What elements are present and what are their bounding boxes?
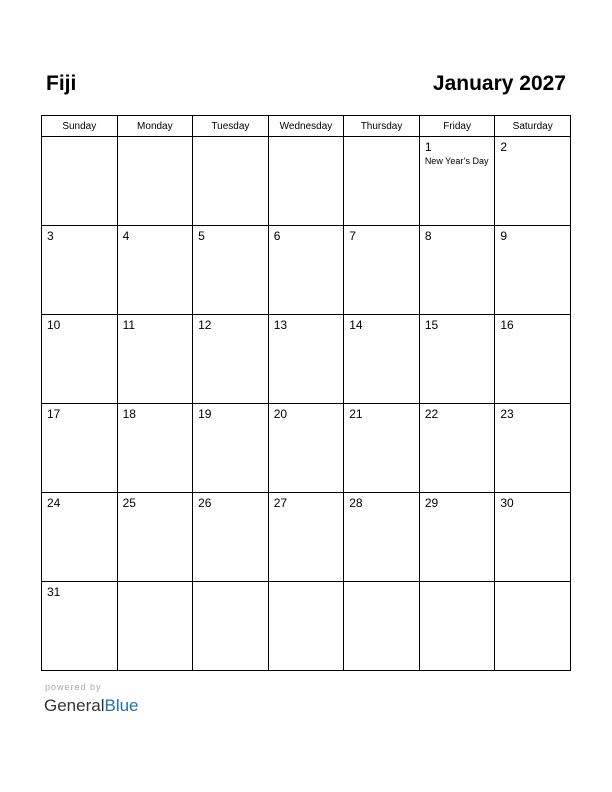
day-cell	[42, 315, 118, 404]
day-cell	[419, 137, 495, 226]
week-row	[42, 404, 571, 493]
day-number: 2	[500, 140, 508, 154]
empty-day-cell	[42, 137, 118, 226]
day-number: 11	[122, 318, 136, 332]
day-number: 12	[198, 318, 212, 332]
empty-day-cell	[344, 137, 420, 226]
week-row	[42, 315, 571, 404]
weekday-friday: Friday	[419, 116, 495, 137]
day-number: 21	[349, 407, 363, 421]
day-cell	[495, 226, 571, 315]
day-cell	[117, 315, 193, 404]
day-cell	[193, 493, 269, 582]
weekday-tuesday: Tuesday	[193, 116, 269, 137]
empty-day-cell	[193, 582, 269, 671]
day-cell	[117, 493, 193, 582]
day-number: 6	[273, 229, 281, 243]
day-cell	[344, 315, 420, 404]
day-number: 22	[424, 407, 439, 421]
day-cell	[344, 226, 420, 315]
day-number: 7	[349, 229, 356, 243]
weekday-wednesday: Wednesday	[268, 116, 344, 137]
week-row	[42, 493, 571, 582]
empty-day-cell	[495, 582, 571, 671]
day-number: 17	[47, 407, 61, 421]
week-row	[42, 226, 571, 315]
day-number: 24	[47, 496, 61, 510]
empty-day-cell	[117, 582, 193, 671]
day-cell	[495, 315, 571, 404]
day-cell	[42, 493, 118, 582]
weekday-saturday: Saturday	[495, 116, 571, 137]
day-cell	[419, 404, 495, 493]
day-number: 4	[122, 229, 130, 243]
weekday-sunday: Sunday	[42, 116, 118, 137]
day-number: 16	[500, 318, 514, 332]
day-number: 28	[349, 496, 363, 510]
week-row	[42, 137, 571, 226]
weekday-thursday: Thursday	[344, 116, 420, 137]
day-number: 5	[198, 229, 205, 243]
week-row	[42, 582, 571, 671]
day-cell	[42, 404, 118, 493]
day-cell	[268, 315, 344, 404]
empty-day-cell	[268, 137, 344, 226]
day-number: 10	[47, 318, 61, 332]
day-number: 15	[424, 318, 439, 332]
weekday-monday: Monday	[117, 116, 193, 137]
holiday-label: New Year’s Day	[424, 156, 489, 166]
day-cell	[344, 493, 420, 582]
day-cell	[495, 137, 571, 226]
day-number: 9	[500, 229, 508, 243]
day-number: 29	[424, 496, 439, 510]
day-cell	[419, 226, 495, 315]
empty-day-cell	[268, 582, 344, 671]
day-cell	[268, 493, 344, 582]
day-cell	[495, 493, 571, 582]
day-number: 14	[349, 318, 363, 332]
day-number: 31	[47, 585, 61, 599]
empty-day-cell	[419, 582, 495, 671]
month-title: January 2027	[432, 72, 566, 95]
day-cell	[117, 404, 193, 493]
day-number: 8	[424, 229, 432, 243]
brand-blue-text: Blue	[104, 696, 139, 715]
day-number: 30	[500, 496, 514, 510]
day-cell	[268, 226, 344, 315]
empty-day-cell	[193, 137, 269, 226]
footer	[44, 682, 139, 717]
weekday-header-row	[42, 116, 571, 137]
day-cell	[193, 315, 269, 404]
day-cell	[419, 493, 495, 582]
calendar-body	[42, 137, 571, 671]
day-cell	[193, 404, 269, 493]
day-number: 18	[122, 407, 136, 421]
brand-general-text: General	[44, 696, 105, 715]
day-cell	[495, 404, 571, 493]
day-cell	[42, 582, 118, 671]
day-number: 3	[47, 229, 54, 243]
day-number: 25	[122, 496, 136, 510]
day-cell	[344, 404, 420, 493]
empty-day-cell	[344, 582, 420, 671]
day-number: 23	[500, 407, 514, 421]
powered-by-text: powered by	[45, 682, 102, 692]
country-title: Fiji	[46, 72, 77, 95]
day-number: 13	[273, 318, 288, 332]
calendar-grid	[41, 115, 571, 671]
day-number: 1	[424, 140, 432, 154]
empty-day-cell	[117, 137, 193, 226]
day-cell	[193, 226, 269, 315]
day-cell	[268, 404, 344, 493]
day-cell	[419, 315, 495, 404]
generalblue-logo[interactable]	[44, 695, 139, 717]
day-number: 19	[198, 407, 212, 421]
day-number: 27	[273, 496, 288, 510]
day-number: 26	[198, 496, 212, 510]
day-number: 20	[273, 407, 288, 421]
day-cell	[117, 226, 193, 315]
day-cell	[42, 226, 118, 315]
